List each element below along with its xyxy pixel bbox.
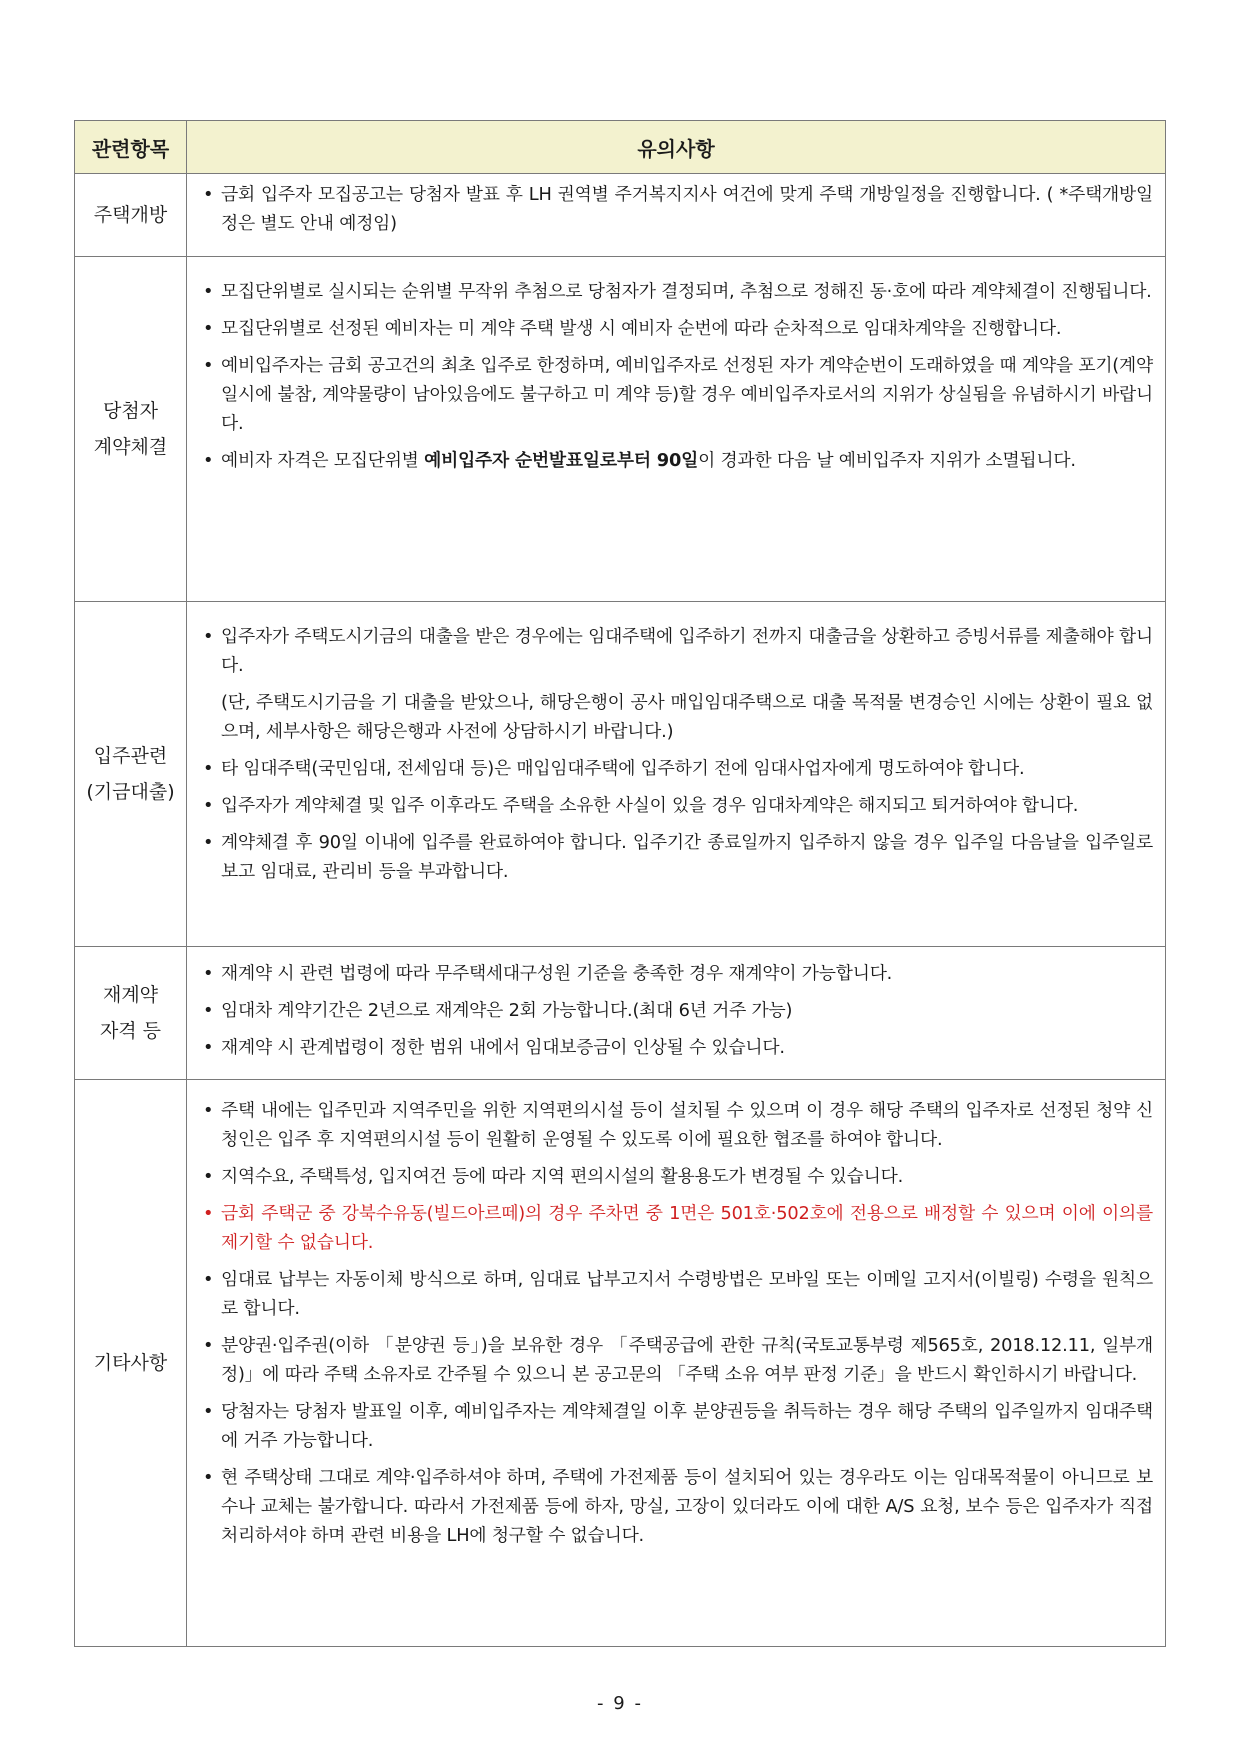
list-item: • 계약체결 후 90일 이내에 입주를 완료하여야 합니다. 입주기간 종료일까지 입주하지 않을 경우 입주일 다음날을 입주일로 보고 임대료, 관리비 등을 부과합니다. bbox=[201, 828, 1153, 886]
list-item: • 입주자가 주택도시기금의 대출을 받은 경우에는 임대주택에 입주하기 전까지 대출금을 상환하고 증빙서류를 제출해야 합니다. bbox=[201, 622, 1153, 680]
list-item: • 분양권·입주권(이하 「분양권 등」)을 보유한 경우 「주택공급에 관한 규칙(국토교통부령 제565호, 2018.12.11, 일부개정)」에 따라 주택 소유자로 간주될 수 있으니 본 공고문의 「주택 소유 여부 판정 기준」을 반드시 확인하시기 바랍니다. bbox=[201, 1331, 1153, 1389]
list-item: • 모집단위별로 실시되는 순위별 무작위 추첨으로 당첨자가 결정되며, 추첨으로 정해진 동·호에 따라 계약체결이 진행됩니다. bbox=[201, 277, 1153, 306]
list-item: • 지역수요, 주택특성, 입지여건 등에 따라 지역 편의시설의 활용용도가 변경될 수 있습니다. bbox=[201, 1162, 1153, 1191]
header-category: 관련항목 bbox=[75, 121, 187, 174]
list-item-highlight: • 금회 주택군 중 강북수유동(빌드아르떼)의 경우 주차면 중 1면은 501호·502호에 전용으로 배정할 수 있으며 이에 이의를 제기할 수 없습니다. bbox=[201, 1199, 1153, 1257]
list-item: • 임대차 계약기간은 2년으로 재계약은 2회 가능합니다.(최대 6년 거주 가능) bbox=[201, 996, 1153, 1025]
notes-movein bbox=[187, 602, 1166, 947]
section-row-other bbox=[75, 1080, 1166, 1647]
notes-contract bbox=[187, 257, 1166, 602]
list-item: • 재계약 시 관계법령이 정한 범위 내에서 임대보증금이 인상될 수 있습니다. bbox=[201, 1033, 1153, 1062]
notes-recontract bbox=[187, 947, 1166, 1080]
category-other: 기타사항 bbox=[75, 1080, 187, 1647]
list-item: • 타 임대주택(국민임대, 전세임대 등)은 매입임대주택에 입주하기 전에 임대사업자에게 명도하여야 합니다. bbox=[201, 754, 1153, 783]
category-movein: 입주관련 (기금대출) bbox=[75, 602, 187, 947]
list-item-note: (단, 주택도시기금을 기 대출을 받았으나, 해당은행이 공사 매입임대주택으로 대출 목적물 변경승인 시에는 상환이 필요 없으며, 세부사항은 해당은행과 사전에 상담하시기 바랍니다.) bbox=[221, 692, 1153, 742]
table-header-row bbox=[75, 121, 1166, 174]
list-item: • 현 주택상태 그대로 계약·입주하셔야 하며, 주택에 가전제품 등이 설치되어 있는 경우라도 이는 임대목적물이 아니므로 보수나 교체는 불가합니다. 따라서 가전제품 등에 하자, 망실, 고장이 있더라도 이에 대한 A/S 요청, 보수 등은 입주자가 직접 처리하셔야 하며 관련 비용을 LH에 청구할 수 없습니다. bbox=[201, 1463, 1153, 1550]
section-row-movein bbox=[75, 602, 1166, 947]
list-item: • 재계약 시 관련 법령에 따라 무주택세대구성원 기준을 충족한 경우 재계약이 가능합니다. bbox=[201, 959, 1153, 988]
section-row-recontract bbox=[75, 947, 1166, 1080]
page-number: - 9 - bbox=[597, 1693, 643, 1714]
list-item: • 예비자 자격은 모집단위별 예비입주자 순번발표일로부터 90일이 경과한 다음 날 예비입주자 지위가 소멸됩니다. bbox=[201, 446, 1153, 475]
category-recontract: 재계약 자격 등 bbox=[75, 947, 187, 1080]
list-item: • 모집단위별로 선정된 예비자는 미 계약 주택 발생 시 예비자 순번에 따라 순차적으로 임대차계약을 진행합니다. bbox=[201, 314, 1153, 343]
notes-other bbox=[187, 1080, 1166, 1647]
category-contract: 당첨자 계약체결 bbox=[75, 257, 187, 602]
list-item: • 당첨자는 당첨자 발표일 이후, 예비입주자는 계약체결일 이후 분양권등을 취득하는 경우 해당 주택의 입주일까지 임대주택에 거주 가능합니다. bbox=[201, 1397, 1153, 1455]
list-item: • 예비입주자는 금회 공고건의 최초 입주로 한정하며, 예비입주자로 선정된 자가 계약순번이 도래하였을 때 계약을 포기(계약일시에 불참, 계약물량이 남아있음에도 불구하고 미 계약 등)할 경우 예비입주자로서의 지위가 상실됨을 유념하시기 바랍니다. bbox=[201, 351, 1153, 438]
list-item: • 입주자가 계약체결 및 입주 이후라도 주택을 소유한 사실이 있을 경우 임대차계약은 해지되고 퇴거하여야 합니다. bbox=[201, 791, 1153, 820]
section-row-housing bbox=[75, 174, 1166, 257]
list-item: • 주택 내에는 입주민과 지역주민을 위한 지역편의시설 등이 설치될 수 있으며 이 경우 해당 주택의 입주자로 선정된 청약 신청인은 입주 후 지역편의시설 등이 원활히 운영될 수 있도록 이에 필요한 협조를 하여야 합니다. bbox=[201, 1096, 1153, 1154]
bold-highlight: 예비입주자 순번발표일로부터 90일 bbox=[424, 450, 699, 471]
list-item: • 임대료 납부는 자동이체 방식으로 하며, 임대료 납부고지서 수령방법은 모바일 또는 이메일 고지서(이빌링) 수령을 원칙으로 합니다. bbox=[201, 1265, 1153, 1323]
notes-housing bbox=[187, 174, 1166, 257]
header-notes: 유의사항 bbox=[187, 121, 1166, 174]
list-item: • 금회 입주자 모집공고는 당첨자 발표 후 LH 권역별 주거복지지사 여건에 맞게 주택 개방일정을 진행합니다. ( *주택개방일정은 별도 안내 예정임) bbox=[201, 180, 1153, 238]
category-housing: 주택개방 bbox=[75, 174, 187, 257]
notice-table bbox=[74, 120, 1166, 1647]
section-row-contract bbox=[75, 257, 1166, 602]
